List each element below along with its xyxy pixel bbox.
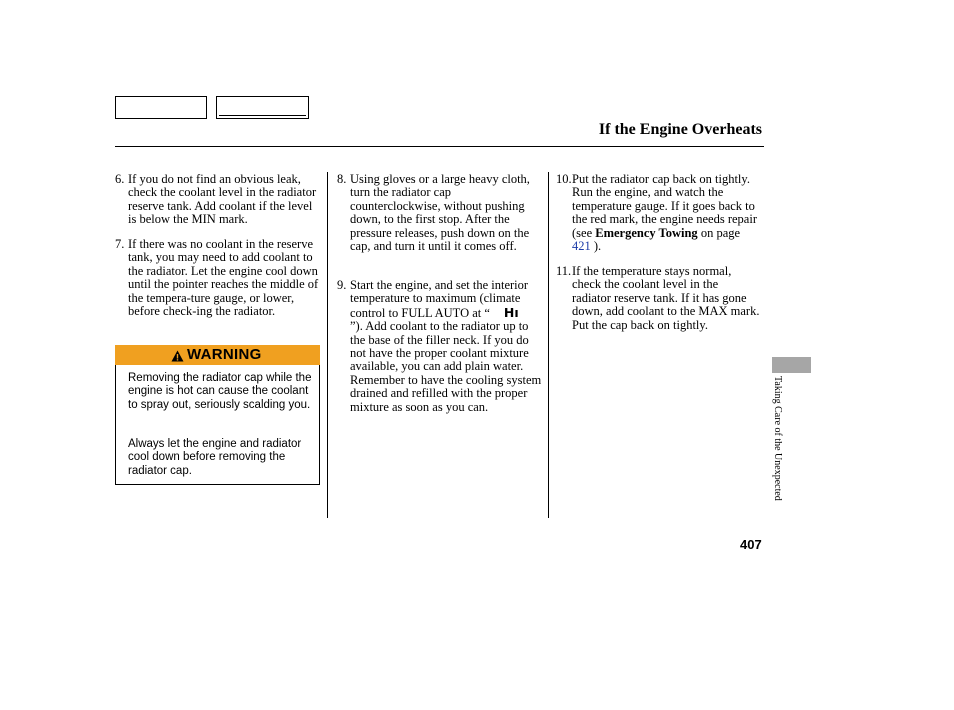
column-divider-1 bbox=[327, 172, 328, 518]
step-text: If there was no coolant in the reserve tank, you may need to add coolant to the radiator. Let the engine cool down until the pointer reaches the middle of the tempera-ture gauge, or lower, before check-ing the radiator. bbox=[128, 237, 319, 319]
step-number: 11. bbox=[556, 264, 572, 278]
step-text: Start the engine, and set the interior temperature to maximum (climate control to FULL AUTO at “ Hı”). Add coolant to the radiator up to the base of the filler neck. If you do not have the proper coolant mixture available, you can add plain water. Remember to have the cooling system drained and refilled with the proper mixture as soon as you can. bbox=[350, 278, 542, 414]
page-title: If the Engine Overheats bbox=[598, 121, 762, 138]
hi-temperature-symbol: Hı bbox=[503, 304, 519, 320]
step-number: 10. bbox=[556, 172, 572, 186]
step-number: 8. bbox=[337, 172, 347, 186]
step-number: 6. bbox=[115, 172, 125, 186]
step-8 bbox=[337, 173, 542, 253]
nav-button-previous[interactable] bbox=[115, 96, 207, 119]
step-6 bbox=[115, 173, 322, 227]
step-text: If you do not find an obvious leak, check the coolant level in the radiator reserve tank. Add coolant if the level is below the MIN mark. bbox=[128, 172, 317, 227]
page-number: 407 bbox=[740, 537, 762, 552]
step-7 bbox=[115, 238, 322, 318]
warning-heading: WARNING bbox=[187, 346, 262, 363]
nav-button-next[interactable] bbox=[216, 96, 309, 119]
step-11 bbox=[556, 265, 760, 332]
section-label: Taking Care of the Unexpected bbox=[772, 376, 783, 501]
cross-reference-title: Emergency Towing bbox=[595, 225, 698, 240]
warning-paragraph-2: Always let the engine and radiator cool down before removing the radiator cap. bbox=[128, 438, 302, 477]
step-number: 9. bbox=[337, 278, 347, 292]
warning-header bbox=[115, 345, 320, 365]
warning-box bbox=[115, 365, 320, 485]
warning-paragraph-1: Removing the radiator cap while the engine is hot can cause the coolant to spray out, seriously scalding you. bbox=[128, 372, 312, 411]
step-10 bbox=[556, 173, 760, 253]
section-tab bbox=[772, 357, 811, 373]
step-text: Put the radiator cap back on tightly. Run the engine, and watch the temperature gauge. If it goes back to the red mark, the engine needs repair (see Emergency Towing on page 421 ). bbox=[572, 172, 757, 254]
column-divider-2 bbox=[548, 172, 549, 518]
step-text: If the temperature stays normal, check the coolant level in the radiator reserve tank. If it has gone down, add coolant to the MAX mark. Put the cap back on tightly. bbox=[572, 264, 760, 332]
title-divider bbox=[115, 146, 764, 147]
page-link-421[interactable]: 421 bbox=[572, 239, 591, 254]
step-number: 7. bbox=[115, 237, 125, 251]
step-9 bbox=[337, 279, 542, 414]
step-text: Using gloves or a large heavy cloth, turn the radiator cap counterclockwise, without pushing down, to the first stop. After the pressure releases, push down on the cap, and turn it until it comes off. bbox=[350, 172, 530, 254]
